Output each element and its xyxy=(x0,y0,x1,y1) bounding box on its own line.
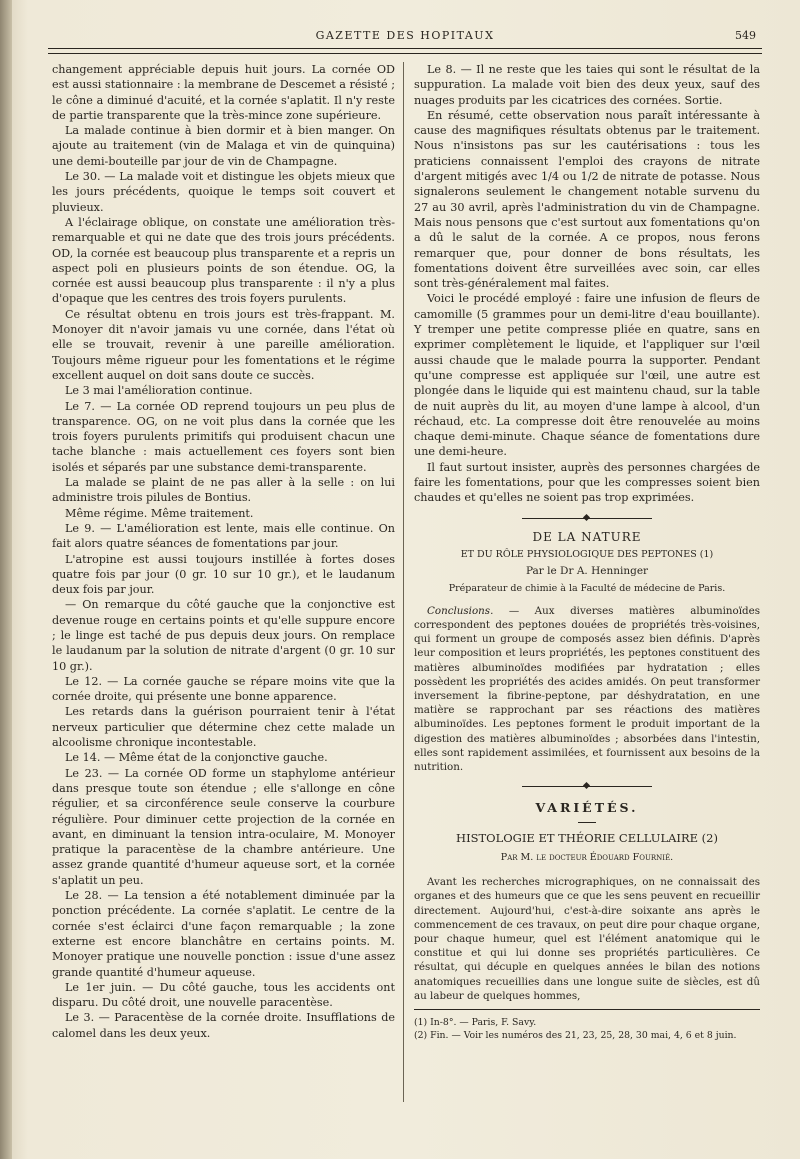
conclusions-text: — Aux diverses matières albuminoïdes correspondent des peptones douées de propriétés très-voisines, qui forment un groupe de composés assez bien définis. D'après leur composition et leurs propriétés, les peptones constituent des matières albuminoïdes modifiées par hydratation ; elles possèdent les propriétés des acides amidés. On peut transformer inversement la fibrine-peptone, par déshydratation, en une matière se rapprochant par ses réactions des matières albuminoïdes. Les peptones forment le produit important de la digestion des matières albuminoïdes ; absorbées dans l'intestin, elles sont rapidement assimilées, et fournissent aux besoins de la nutrition. xyxy=(414,604,760,774)
paragraph: Le 3. — Paracentèse de la cornée droite. Insufflations de calomel dans les deux yeux. xyxy=(52,1011,395,1040)
paragraph: Le 28. — La tension a été notablement diminuée par la ponction précédente. La cornée s'aplatit. Le centre de la cornée s'est éclairci d'une façon remarquable ; la zone externe est encore blanchâtre en certains points. M. Monoyer pratique une nouvelle ponction : issue d'une assez grande quantité d'humeur aqueuse. xyxy=(52,889,395,979)
footnote: (2) Fin. — Voir les numéros des 21, 23, 25, 28, 30 mai, 4, 6 et 8 juin. xyxy=(414,1029,737,1041)
paragraph: Le 7. — La cornée OD reprend toujours un peu plus de transparence. OG, on ne voit plus dans la cornée que les trois foyers purulents primitifs qui produisent chacun une tache blanche : mais actuellement ces foyers sont bien isolés et séparés par une substance demi-transparente. xyxy=(52,399,395,474)
section-separator xyxy=(522,782,652,790)
varietes-heading: VARIÉTÉS. xyxy=(535,800,639,816)
nature-section-author: Par le Dr A. Henninger xyxy=(525,565,649,578)
paragraph: En résumé, cette observation nous paraît intéressante à cause des magnifiques résultats obtenus par le traitement. Nous n'insistons pas sur les cautérisations : tous les praticiens connaissent l'emploi des crayons de nitrate d'argent mitigés avec 1/4 ou 1/2 de nitrate de potasse. Nous signalerons seulement le changement notable survenu du 27 au 30 avril, après l'administration du vin de Champagne. Mais nous pensons que c'est surtout aux fomentations qu'on a dû le salut de la cornée. A ce propos, nous ferons remarquer que, pour donner de bons résultats, les fomentations doivent être surveillées avec soin, car elles sont très-généralement mal faites. xyxy=(414,108,760,291)
header-rule xyxy=(48,48,762,54)
histologie-paragraph: Avant les recherches micrographiques, on ne connaissait des organes et des humeurs que ce que les sens peuvent en recueillir directement. Aujourd'hui, c'est-à-dire soixante ans après le commencement de ces travaux, on peut dire pour chaque organe, pour chaque humeur, quel est l'élément anatomique qui le constitue et qui lui donne ses propriétés particulières. Ce résultat, qui décuple en quelques années le bilan des notions anatomiques recueillies dans une longue suite de siècles, est dû au labeur de quelques hommes, xyxy=(414,876,760,1002)
nature-section-author-role: Préparateur de chimie à la Faculté de médecine de Paris. xyxy=(448,582,726,594)
paragraph: Les retards dans la guérison pourraient tenir à l'état nerveux particulier que détermine chez cette malade un alcoolisme chronique incontestable. xyxy=(52,705,395,750)
paragraph: Le 12. — La cornée gauche se répare moins vite que la cornée droite, qui présente une bonne apparence. xyxy=(52,674,395,704)
conclusions-label: Conclusions. xyxy=(427,604,494,617)
page-header xyxy=(50,26,760,46)
paragraph: Le 23. — La cornée OD forme un staphylome antérieur dans presque toute son étendue ; elle s'allonge en cône régulier, et sa circonférence seule conserve la courbure régulière. Pour diminuer cette projection de la cornée en avant, en diminuant la tension intra-oculaire, M. Monoyer pratique la paracentèse de la chambre antérieure. Une assez grande quantité d'humeur aqueuse sort, et la cornée s'aplatit un peu. xyxy=(52,766,395,887)
paragraph: Le 30. — La malade voit et distingue les objets mieux que les jours précédents, quoique le temps soit couvert et pluvieux. xyxy=(52,170,395,214)
paragraph: — On remarque du côté gauche que la conjonctive est devenue rouge en certains points et qu'elle suppure encore ; le linge est taché de pus depuis deux jours. On remplace le laudanum par la solution de nitrate d'argent (0 gr. 10 sur 10 gr.). xyxy=(52,598,395,673)
paragraph: Ce résultat obtenu en trois jours est très-frappant. M. Monoyer dit n'avoir jamais vu une cornée, dans l'état où elle se trouvait, revenir à une pareille amélioration. Toujours même rigueur pour les fomentations et le régime excellent auquel on doit sans doute ce succès. xyxy=(52,307,395,382)
paragraph: Le 1er juin. — Du côté gauche, tous les accidents ont disparu. Du côté droit, une nouvelle paracentèse. xyxy=(52,980,395,1010)
paragraph: Il faut surtout insister, auprès des personnes chargées de faire les fomentations, pour que les compresses soient bien chaudes et qu'elles ne soient pas trop exprimées. xyxy=(414,460,760,505)
paragraph: A l'éclairage oblique, on constate une amélioration très-remarquable et qui ne date que des trois jours précédents. OD, la cornée est beaucoup plus transparente et a repris un aspect poli en plusieurs points de son étendue. OG, la cornée est aussi beaucoup plus transparente : il n'y a plus d'opaque que les centres des trois foyers purulents. xyxy=(52,215,395,306)
footnote-rule xyxy=(414,1009,760,1010)
nature-section-subtitle: ET DU RÔLE PHYSIOLOGIQUE DES PEPTONES (1) xyxy=(460,548,714,560)
paragraph: Le 9. — L'amélioration est lente, mais elle continue. On fait alors quatre séances de fomentations par jour. xyxy=(52,521,395,551)
paragraph: Même régime. Même traitement. xyxy=(65,506,254,520)
histologie-author: Par M. le docteur Édouard Fournié. xyxy=(500,851,674,863)
nature-section-title: DE LA NATURE xyxy=(532,529,642,544)
paragraph: Le 14. — Même état de la conjonctive gauche. xyxy=(65,751,328,765)
column-divider xyxy=(403,62,404,1102)
paragraph: Le 3 mai l'amélioration continue. xyxy=(65,384,253,398)
page-number: 549 xyxy=(735,29,756,42)
right-column xyxy=(414,62,760,1042)
paragraph: Le 8. — Il ne reste que les taies qui sont le résultat de la suppuration. La malade voit bien des deux yeux, sauf des nuages produits par les cicatrices des cornées. Sortie. xyxy=(414,63,760,107)
paragraph: La malade se plaint de ne pas aller à la selle : on lui administre trois pilules de Bontius. xyxy=(52,476,395,505)
page-binding-edge xyxy=(0,0,12,1159)
footnote: (1) In-8°. — Paris, F. Savy. xyxy=(414,1016,537,1028)
paragraph: changement appréciable depuis huit jours. La cornée OD est aussi stationnaire : la membrane de Descemet a résisté ; le cône a diminué d'acuité, et la cornée s'aplatit. Il n'y reste de partie transparente que la très-mince zone supérieure. xyxy=(52,63,395,122)
paragraph: La malade continue à bien dormir et à bien manger. On ajoute au traitement (vin de Malaga et vin de quinquina) une demi-bouteille par jour de vin de Champagne. xyxy=(52,124,395,168)
heading-rule xyxy=(578,822,596,823)
section-separator xyxy=(522,514,652,522)
conclusions-paragraph xyxy=(414,604,760,774)
paragraph: L'atropine est aussi toujours instillée à fortes doses quatre fois par jour (0 gr. 10 sur 10 gr.), et le laudanum deux fois par jour. xyxy=(52,552,395,597)
left-column xyxy=(52,62,395,1041)
paragraph: Voici le procédé employé : faire une infusion de fleurs de camomille (5 grammes pour un demi-litre d'eau bouillante). Y tremper une petite compresse pliée en quatre, sans en exprimer complètement le liquide, et l'appliquer sur l'œil aussi chaude que le malade pourra la supporter. Pendant qu'une compresse est appliquée sur l'œil, une autre est plongée dans le liquide qui est maintenu chaud, sur la table de nuit auprès du lit, au moyen d'une lampe à alcool, d'un réchaud, etc. La compresse doit être renouvelée au moins chaque demi-minute. Chaque séance de fomentations dure une demi-heure. xyxy=(414,292,760,459)
histologie-title: HISTOLOGIE ET THÉORIE CELLULAIRE (2) xyxy=(456,830,718,845)
journal-title: GAZETTE DES HOPITAUX xyxy=(315,29,495,42)
